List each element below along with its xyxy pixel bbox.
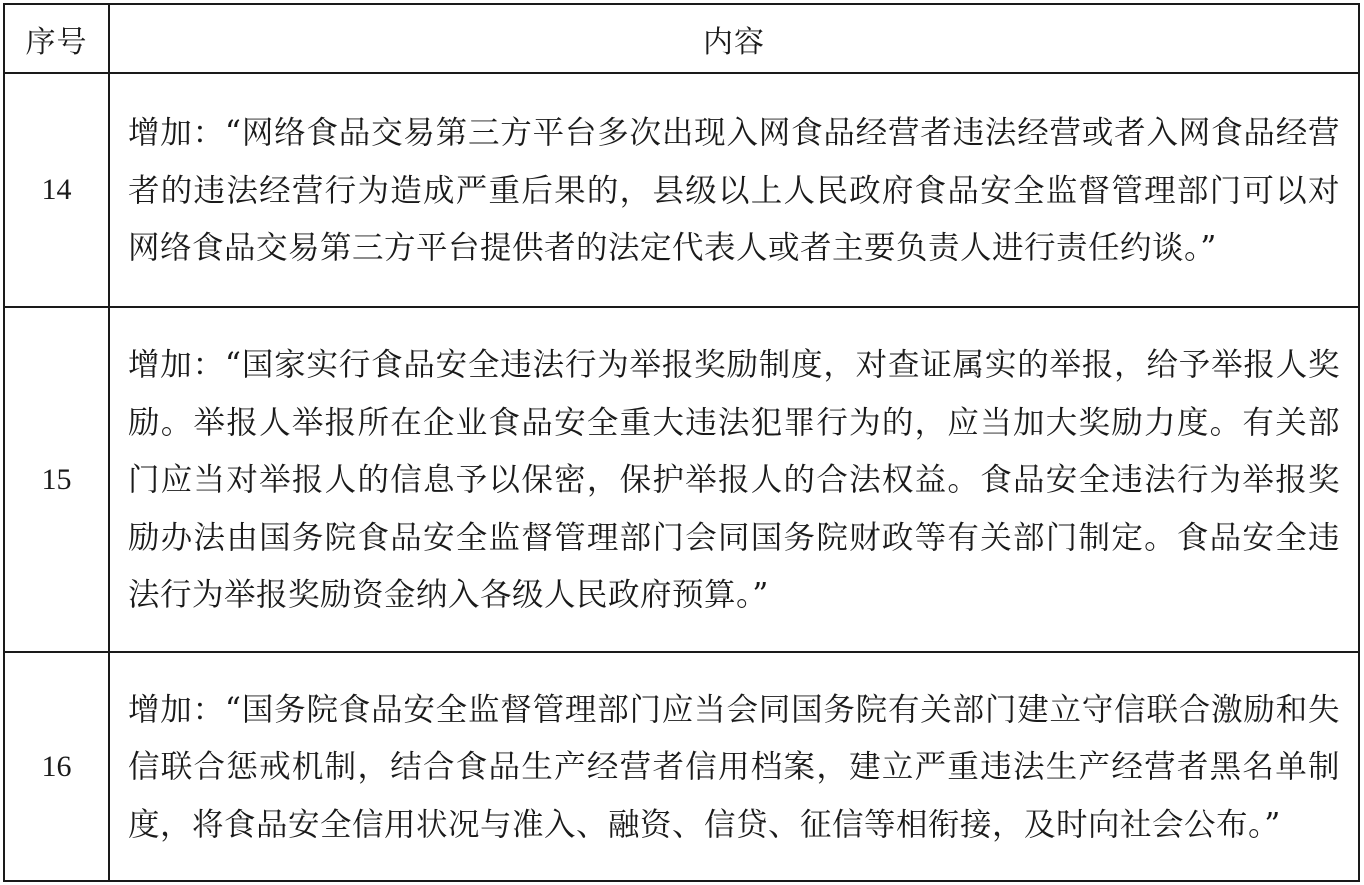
- row-content: 增加：“国家实行食品安全违法行为举报奖励制度，对查证属实的举报，给予举报人奖励。举报人举报所在企业食品安全重大违法犯罪行为的，应当加大奖励力度。有关部门应当对举报人的信息予以保密，保护举报人的合法权益。食品安全违法行为举报奖励办法由国务院食品安全监督管理部门会同国务院财政等有关部门制定。食品安全违法行为举报奖励资金纳入各级人民政府预算。”: [109, 307, 1359, 652]
- amendment-table: [3, 3, 1360, 882]
- header-content: 内容: [109, 4, 1359, 73]
- table-row: [4, 73, 1359, 307]
- row-number: 15: [4, 307, 109, 652]
- row-number: 14: [4, 73, 109, 307]
- header-number: 序号: [4, 4, 109, 73]
- table-header-row: [4, 4, 1359, 73]
- table-row: [4, 307, 1359, 652]
- row-content: 增加：“网络食品交易第三方平台多次出现入网食品经营者违法经营或者入网食品经营者的违法经营行为造成严重后果的，县级以上人民政府食品安全监督管理部门可以对网络食品交易第三方平台提供者的法定代表人或者主要负责人进行责任约谈。”: [109, 73, 1359, 307]
- table-row: [4, 652, 1359, 881]
- row-content: 增加：“国务院食品安全监督管理部门应当会同国务院有关部门建立守信联合激励和失信联合惩戒机制，结合食品生产经营者信用档案，建立严重违法生产经营者黑名单制度，将食品安全信用状况与准入、融资、信贷、征信等相衔接，及时向社会公布。”: [109, 652, 1359, 881]
- row-number: 16: [4, 652, 109, 881]
